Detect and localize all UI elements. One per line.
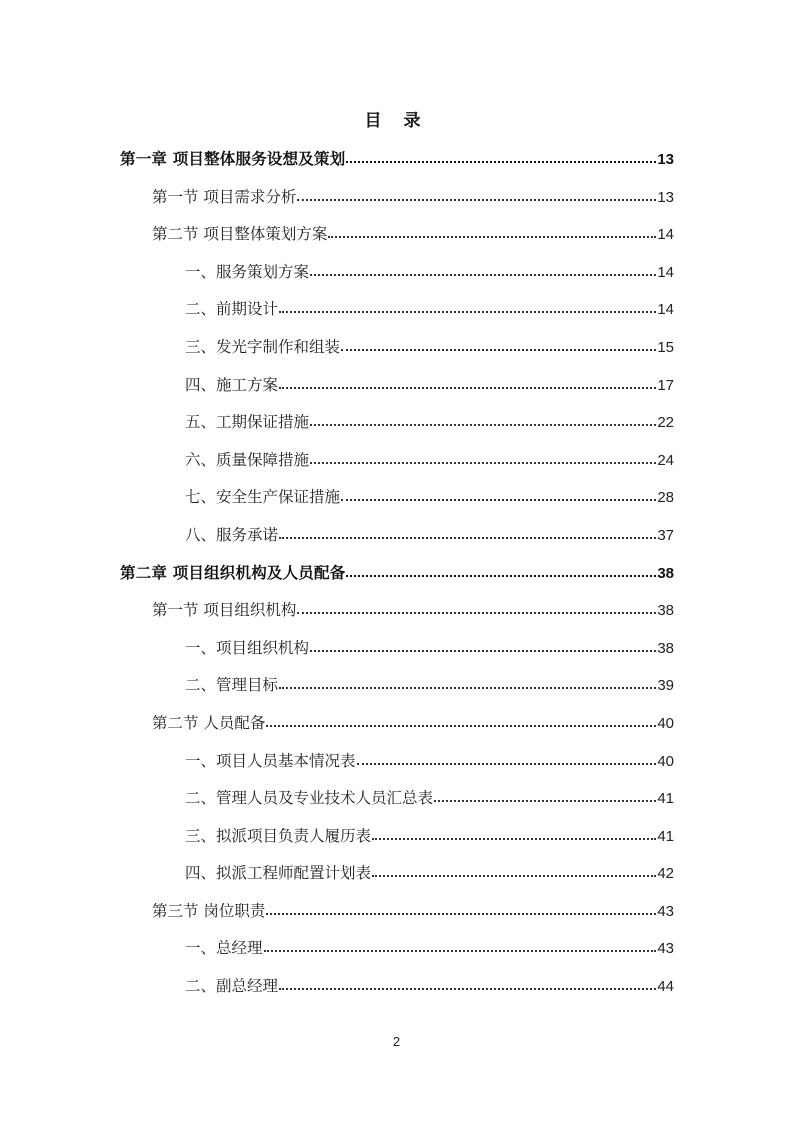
toc-section-entry[interactable]: [120, 705, 674, 743]
toc-subsection-entry[interactable]: [120, 517, 674, 555]
toc-entry-page: 40: [657, 714, 674, 732]
toc-entry-label: 第二节 项目整体策划方案: [152, 225, 328, 244]
dot-leader: [346, 562, 656, 578]
dot-leader: [264, 938, 657, 954]
toc-section-entry[interactable]: [120, 592, 674, 630]
toc-entry-page: 17: [657, 376, 674, 394]
toc-chapter-entry[interactable]: [120, 555, 674, 593]
toc-entry-page: 14: [657, 226, 674, 244]
toc-entry-page: 38: [657, 564, 674, 582]
dot-leader: [372, 825, 656, 841]
toc-entry-page: 43: [657, 940, 674, 958]
dot-leader: [279, 299, 656, 315]
dot-leader: [372, 863, 656, 879]
toc-entry-label: 四、拟派工程师配置计划表: [185, 864, 372, 883]
toc-entry-label: 六、质量保障措施: [185, 450, 310, 469]
toc-entry-label: 第一章 项目整体服务设想及策划: [120, 150, 346, 168]
toc-entry-page: 24: [657, 451, 674, 469]
toc-entry-page: 38: [657, 602, 674, 620]
toc-subsection-entry[interactable]: [120, 404, 674, 442]
toc-entry-label: 二、副总经理: [185, 977, 279, 996]
toc-entry-label: 第一节 项目组织机构: [152, 601, 297, 620]
dot-leader: [341, 336, 656, 352]
toc-subsection-entry[interactable]: [120, 291, 674, 329]
toc-entry-page: 44: [657, 978, 674, 996]
toc-section-entry[interactable]: [120, 179, 674, 217]
dot-leader: [434, 788, 656, 804]
dot-leader: [279, 524, 656, 540]
table-of-contents: [120, 141, 674, 1006]
toc-subsection-entry[interactable]: [120, 743, 674, 781]
toc-subsection-entry[interactable]: [120, 930, 674, 968]
toc-subsection-entry[interactable]: [120, 968, 674, 1006]
dot-leader: [357, 750, 657, 766]
toc-chapter-entry[interactable]: [120, 141, 674, 179]
toc-entry-page: 43: [657, 902, 674, 920]
toc-entry-label: 八、服务承诺: [185, 525, 279, 544]
toc-subsection-entry[interactable]: [120, 630, 674, 668]
toc-entry-page: 42: [657, 865, 674, 883]
toc-entry-label: 第三节 岗位职责: [152, 901, 266, 920]
toc-entry-label: 一、项目人员基本情况表: [185, 751, 356, 770]
toc-entry-label: 七、安全生产保证措施: [185, 488, 341, 507]
toc-title: 目 录: [364, 111, 429, 131]
toc-subsection-entry[interactable]: [120, 479, 674, 517]
toc-entry-label: 一、总经理: [185, 939, 263, 958]
toc-entry-label: 第二节 人员配备: [152, 713, 266, 732]
toc-entry-label: 二、管理人员及专业技术人员汇总表: [185, 789, 434, 808]
toc-entry-label: 三、发光字制作和组装: [185, 337, 341, 356]
toc-entry-label: 一、服务策划方案: [185, 262, 310, 281]
toc-subsection-entry[interactable]: [120, 254, 674, 292]
dot-leader: [310, 637, 656, 653]
toc-section-entry[interactable]: [120, 216, 674, 254]
page-number: 2: [392, 1034, 401, 1049]
dot-leader: [266, 900, 656, 916]
toc-entry-page: 40: [657, 752, 674, 770]
toc-entry-label: 二、前期设计: [185, 300, 279, 319]
toc-subsection-entry[interactable]: [120, 442, 674, 480]
toc-entry-page: 38: [657, 639, 674, 657]
toc-subsection-entry[interactable]: [120, 818, 674, 856]
toc-entry-label: 三、拟派项目负责人履历表: [185, 826, 372, 845]
toc-entry-page: 41: [657, 827, 674, 845]
toc-entry-page: 22: [657, 414, 674, 432]
dot-leader: [310, 261, 656, 277]
toc-entry-label: 一、项目组织机构: [185, 638, 310, 657]
toc-section-entry[interactable]: [120, 893, 674, 931]
dot-leader: [346, 149, 656, 165]
toc-entry-label: 四、施工方案: [185, 375, 279, 394]
toc-entry-label: 二、管理目标: [185, 676, 279, 695]
toc-entry-label: 五、工期保证措施: [185, 413, 310, 432]
toc-entry-page: 13: [657, 151, 674, 168]
toc-subsection-entry[interactable]: [120, 367, 674, 405]
toc-subsection-entry[interactable]: [120, 780, 674, 818]
dot-leader: [341, 487, 656, 503]
toc-entry-page: 28: [657, 489, 674, 507]
toc-subsection-entry[interactable]: [120, 855, 674, 893]
dot-leader: [297, 186, 656, 202]
toc-entry-page: 13: [657, 188, 674, 206]
toc-entry-page: 15: [657, 338, 674, 356]
dot-leader: [310, 449, 656, 465]
toc-subsection-entry[interactable]: [120, 667, 674, 705]
toc-entry-label: 第一节 项目需求分析: [152, 187, 297, 206]
toc-entry-label: 第二章 项目组织机构及人员配备: [120, 563, 346, 582]
dot-leader: [310, 412, 656, 428]
toc-entry-page: 39: [657, 677, 674, 695]
toc-subsection-entry[interactable]: [120, 329, 674, 367]
dot-leader: [279, 976, 656, 992]
toc-entry-page: 41: [657, 790, 674, 808]
toc-entry-page: 37: [657, 526, 674, 544]
toc-entry-page: 14: [657, 301, 674, 319]
toc-entry-page: 14: [657, 263, 674, 281]
dot-leader: [297, 600, 656, 616]
dot-leader: [328, 224, 656, 240]
dot-leader: [266, 712, 656, 728]
dot-leader: [279, 675, 656, 691]
dot-leader: [279, 374, 656, 390]
